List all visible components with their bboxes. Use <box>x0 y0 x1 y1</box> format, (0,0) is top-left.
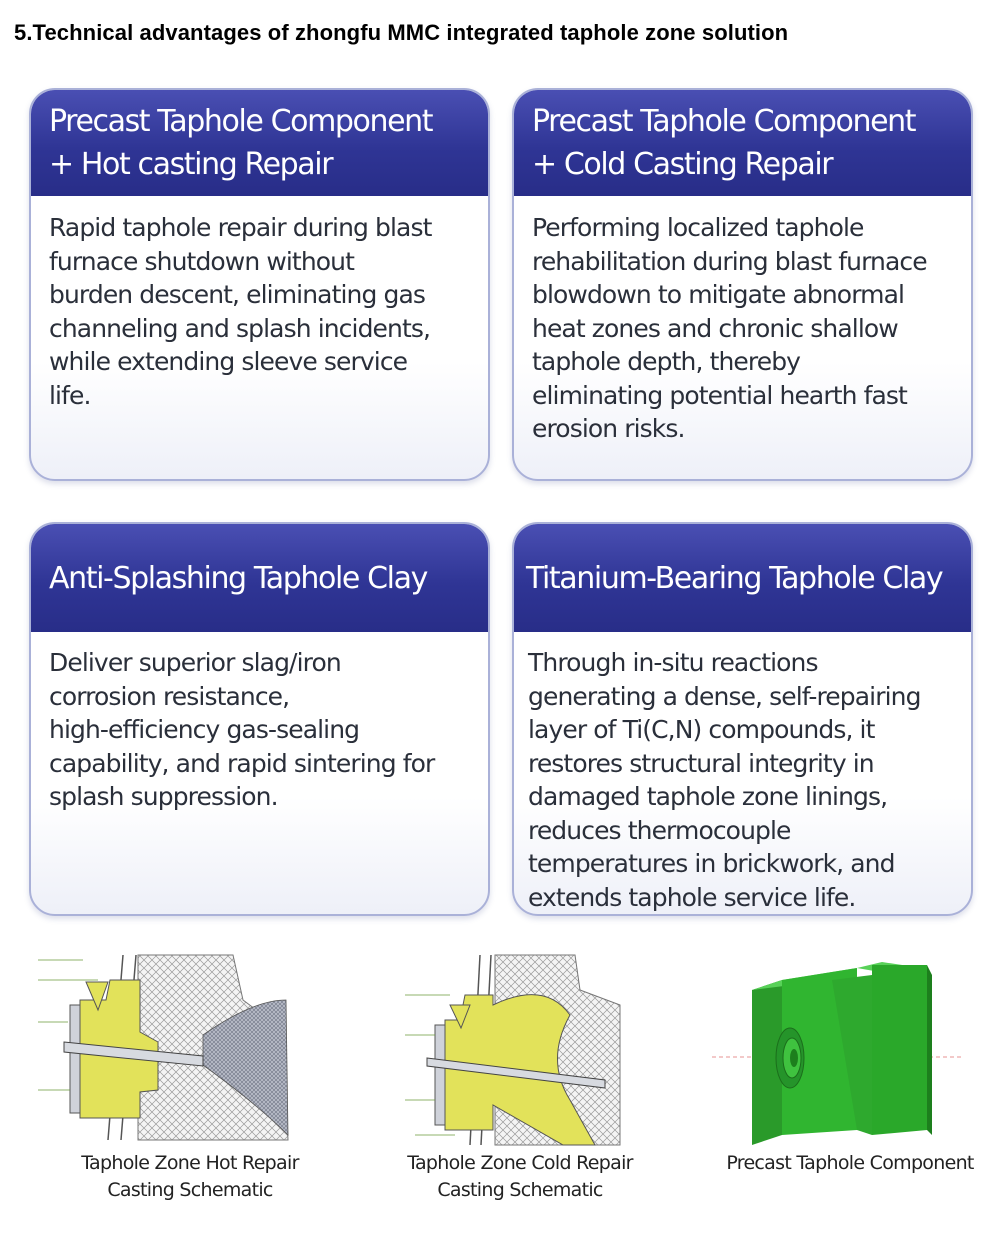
figure-caption-hot-repair <box>40 1150 340 1204</box>
card-header <box>31 90 488 196</box>
caption-line: Casting Schematic <box>437 1179 603 1201</box>
caption-line: Taphole Zone Cold Repair <box>407 1152 633 1174</box>
card-body-line: eliminating potential hearth fast <box>532 380 907 410</box>
card-body-line: capability, and rapid sintering for <box>49 748 435 778</box>
caption-line: Precast Taphole Component <box>726 1152 974 1174</box>
card-body-line: corrosion resistance, <box>49 681 290 711</box>
card-body-line: layer of Ti(C,N) compounds, it <box>528 715 875 744</box>
card-header <box>514 524 971 632</box>
card-body-line: while extending sleeve service <box>49 347 408 376</box>
cold-repair-schematic-icon <box>395 950 645 1150</box>
card-body-line: generating a dense, self-repairing <box>528 681 921 711</box>
figure-caption-cold-repair <box>370 1150 670 1204</box>
card-body-line: channeling and splash incidents, <box>49 313 431 343</box>
card-body-line: temperatures in brickwork, and <box>528 849 895 878</box>
page-title: 5.Technical advantages of zhongfu MMC integrated taphole zone solution <box>14 20 789 45</box>
hot-repair-schematic-icon <box>28 940 318 1150</box>
caption-line: Taphole Zone Hot Repair <box>81 1152 299 1174</box>
card-anti-splashing-clay <box>29 522 490 916</box>
card-body-line: Performing localized taphole <box>532 213 864 242</box>
card-body-line: Rapid taphole repair during blast <box>49 213 432 242</box>
card-header <box>31 524 488 632</box>
card-hot-casting-repair <box>29 88 490 481</box>
card-title-line: + Hot casting Repair <box>49 147 333 182</box>
card-body-line: taphole depth, thereby <box>532 347 801 376</box>
card-body <box>49 211 478 412</box>
card-body-line: blowdown to mitigate abnormal <box>532 280 905 309</box>
card-title-line: Titanium-Bearing Taphole Clay <box>526 560 943 596</box>
card-body-line: furnace shutdown without <box>49 246 355 276</box>
precast-component-3d-icon <box>712 960 967 1155</box>
card-body <box>532 211 961 446</box>
card-body-line: Deliver superior slag/iron <box>49 648 341 677</box>
card-body-line: Through in-situ reactions <box>528 648 818 677</box>
caption-line: Casting Schematic <box>107 1179 273 1201</box>
card-body-line: life. <box>49 380 91 410</box>
card-header <box>514 90 971 196</box>
card-title-line: Precast Taphole Component <box>532 104 916 139</box>
card-body-line: splash suppression. <box>49 782 278 811</box>
card-body-line: high-efficiency gas-sealing <box>49 715 360 744</box>
card-title-line: Precast Taphole Component <box>49 104 433 139</box>
card-body <box>528 646 961 914</box>
card-body-line: reduces thermocouple <box>528 815 791 845</box>
card-body-line: restores structural integrity in <box>528 748 874 778</box>
card-body <box>49 646 478 814</box>
figure-caption-precast <box>700 1150 1000 1177</box>
card-title-line: + Cold Casting Repair <box>532 147 833 182</box>
card-title-line: Anti-Splashing Taphole Clay <box>49 560 427 596</box>
card-body-line: extends taphole service life. <box>528 882 856 912</box>
card-body-line: damaged taphole zone linings, <box>528 782 888 811</box>
card-body-line: rehabilitation during blast furnace <box>532 246 927 276</box>
card-body-line: heat zones and chronic shallow <box>532 313 898 343</box>
card-body-line: erosion risks. <box>532 414 685 443</box>
card-titanium-bearing-clay <box>512 522 973 916</box>
card-body-line: burden descent, eliminating gas <box>49 280 425 309</box>
card-cold-casting-repair <box>512 88 973 481</box>
